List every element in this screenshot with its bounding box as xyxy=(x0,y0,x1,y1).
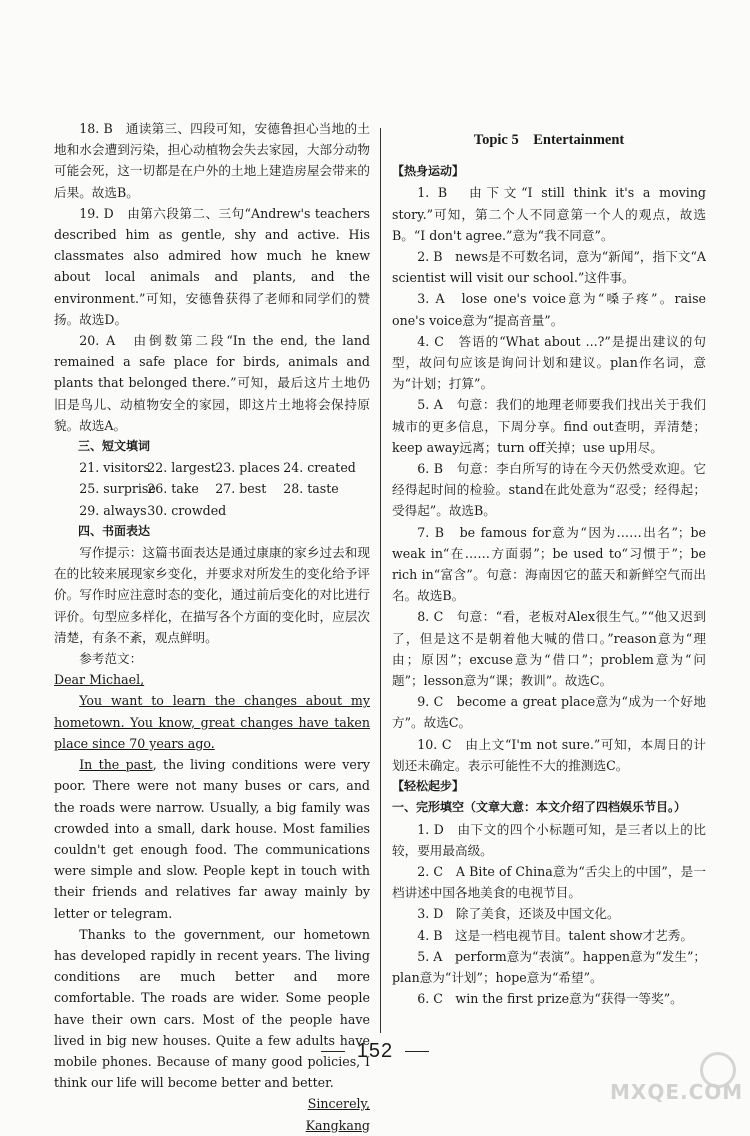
answer-20: 20. A 由倒数第二段“In the end, the land remained a safe place for birds, animals and plants that belonged there.”可知，最后这片土地仍旧是鸟儿、动植物安全的家园，即这片土地将会保持原貌。故选A。 xyxy=(54,333,370,433)
cloze-answer: 1. D 由下文的四个小标题可知，是三者以上的比较，要用最高级。 xyxy=(392,821,706,858)
section-heading-warmup: 【热身运动】 xyxy=(392,164,465,179)
warmup-answer: 1. B 由下文“I still think it's a moving story.”可知，第二个人不同意第一个人的观点，故选B。“I don't agree.”意为“我不同意”。 xyxy=(392,185,706,243)
fill-answer: 27. best xyxy=(215,481,267,497)
fill-answer: 29. always xyxy=(79,502,147,518)
cloze-answer: 2. C A Bite of China意为“舌尖上的中国”，是一档讲述中国各地美食的电视节目。 xyxy=(392,863,706,901)
letter-paragraph-2-lead: In the past xyxy=(79,757,153,773)
warmup-answer: 9. C become a great place意为“成为一个好地方”。故选C。 xyxy=(392,694,706,731)
warmup-answer: 7. B be famous for意为“因为……出名”；be weak in“在……方面弱”；be used to“习惯于”；be rich in“富含”。句意：海南因它的蓝天和新鲜空气而出名。故选B。 xyxy=(392,524,706,604)
answer-19: 19. D 由第六段第二、三句“Andrew's teachers described him as gentle, shy and active. His classmates also admired how much he knew about local animals and plants, and the environment.”可知，安德鲁获得了老师和同学们的赞扬。故选D。 xyxy=(54,205,370,327)
fill-answer: 25. surprise xyxy=(79,481,156,497)
warmup-answer: 3. A lose one's voice意为“嗓子疼”。raise one's voice意为“提高音量”。 xyxy=(392,291,706,328)
fill-answer: 30. crowded xyxy=(147,502,227,518)
warmup-answer: 10. C 由上文“I'm not sure.”可知，本周日的计划还未确定。表示可能性不大的推测选C。 xyxy=(392,736,706,773)
warmup-answer: 8. C 句意：“看，老板对Alex很生气。”“他又迟到了，但是这不是朝着他大喊的借口。”reason意为“理由；原因”；excuse意为“借口”；problem意为“问题”；lesson意为“课；教训”。故选C。 xyxy=(392,609,706,689)
cloze-answer: 4. B 这是一档电视节目。talent show才艺秀。 xyxy=(417,927,693,943)
page-number: 152 xyxy=(356,1040,394,1062)
cloze-heading: 一、完形填空（文章大意：本文介绍了四档娱乐节目。） xyxy=(392,800,687,815)
letter-closing: Sincerely, xyxy=(307,1096,370,1112)
footer-dash-left xyxy=(321,1051,345,1052)
section-heading-fill-in: 三、短文填词 xyxy=(78,439,151,454)
watermark-logo xyxy=(602,1050,742,1112)
watermark-text: MXQE.COM xyxy=(610,1080,744,1104)
reference-label: 参考范文： xyxy=(79,651,143,667)
fill-in-answers xyxy=(54,457,370,521)
section-heading-writing: 四、书面表达 xyxy=(78,523,151,538)
column-divider xyxy=(380,128,381,1033)
left-column xyxy=(54,118,370,1136)
fill-answer: 22. largest xyxy=(147,460,216,476)
fill-answer: 21. visitors xyxy=(79,460,150,476)
cloze-answer: 6. C win the first prize意为“获得一等奖”。 xyxy=(417,991,683,1007)
letter-signature: Kangkang xyxy=(305,1117,370,1133)
letter-paragraph-1: You want to learn the changes about my hometown. You know, great changes have taken place since 70 years ago. xyxy=(54,693,370,751)
fill-answer: 28. taste xyxy=(283,481,339,497)
warmup-answer: 6. B 句意：李白所写的诗在今天仍然受欢迎。它经得起时间的检验。stand在此处意为“忍受；经得起；受得起”。故选B。 xyxy=(392,461,706,519)
letter-paragraph-2 xyxy=(54,754,370,924)
letter-paragraph-2-body: , the living conditions were very poor. There were not many buses or cars, and the roads were narrow. Usually, a big family was crowded into a small, dark house. Most families couldn't get enough food. The communications were simple and slow. People kept in touch with their friends and relatives far away mainly by letter or telegram. xyxy=(54,757,370,921)
fill-answer: 23. places xyxy=(215,460,280,476)
warmup-answer: 4. C 答语的“What about ...?”是提出建议的句型，故问句应该是询问计划和建议。plan作名词，意为“计划；打算”。 xyxy=(392,333,706,392)
warmup-answer: 2. B news是不可数名词，意为“新闻”，指下文“A scientist will visit our school.”这件事。 xyxy=(392,249,706,286)
section-heading-easy-start: 【轻松起步】 xyxy=(392,779,465,794)
footer-dash-right xyxy=(405,1051,429,1052)
fill-answer: 24. created xyxy=(283,460,356,476)
answer-18: 18. B 通读第三、四段可知，安德鲁担心当地的土地和水会遭到污染，担心动植物会失去家园，大部分动物可能会死，这一切都是在户外的土地上建造房屋会带来的后果。故选B。 xyxy=(54,121,370,200)
writing-tips: 写作提示：这篇书面表达是通过康康的家乡过去和现在的比较来展现家乡变化，并要求对所发生的变化给予评价。写作时应注意时态的变化，通过前后变化的对比进行评价。句型应多样化，在描写各个方面的变化时，应层次清楚，有条不紊，观点鲜明。 xyxy=(54,545,370,645)
letter-paragraph-3: Thanks to the government, our hometown has developed rapidly in recent years. The living conditions are much better and more comfortable. The roads are wider. Some people have their own cars. Most of the people have lived in big new houses. Quite a few adults have mobile phones. Because of many good policies, I think our life will become better and better. xyxy=(54,926,370,1091)
letter-greeting: Dear Michael, xyxy=(54,672,145,688)
warmup-answer: 5. A 句意：我们的地理老师要我们找出关于我们城市的更多信息，下周分享。find out查明，弄清楚；keep away远离；turn off关掉；use up用尽。 xyxy=(392,397,706,455)
topic-title: Topic 5 Entertainment xyxy=(473,132,625,148)
cloze-answer: 5. A perform意为“表演”。happen意为“发生”；plan意为“计划”；hope意为“希望”。 xyxy=(392,948,706,985)
cloze-answer: 3. D 除了美食，还谈及中国文化。 xyxy=(417,906,620,922)
right-column xyxy=(392,118,706,1009)
fill-answer: 26. take xyxy=(147,481,199,497)
